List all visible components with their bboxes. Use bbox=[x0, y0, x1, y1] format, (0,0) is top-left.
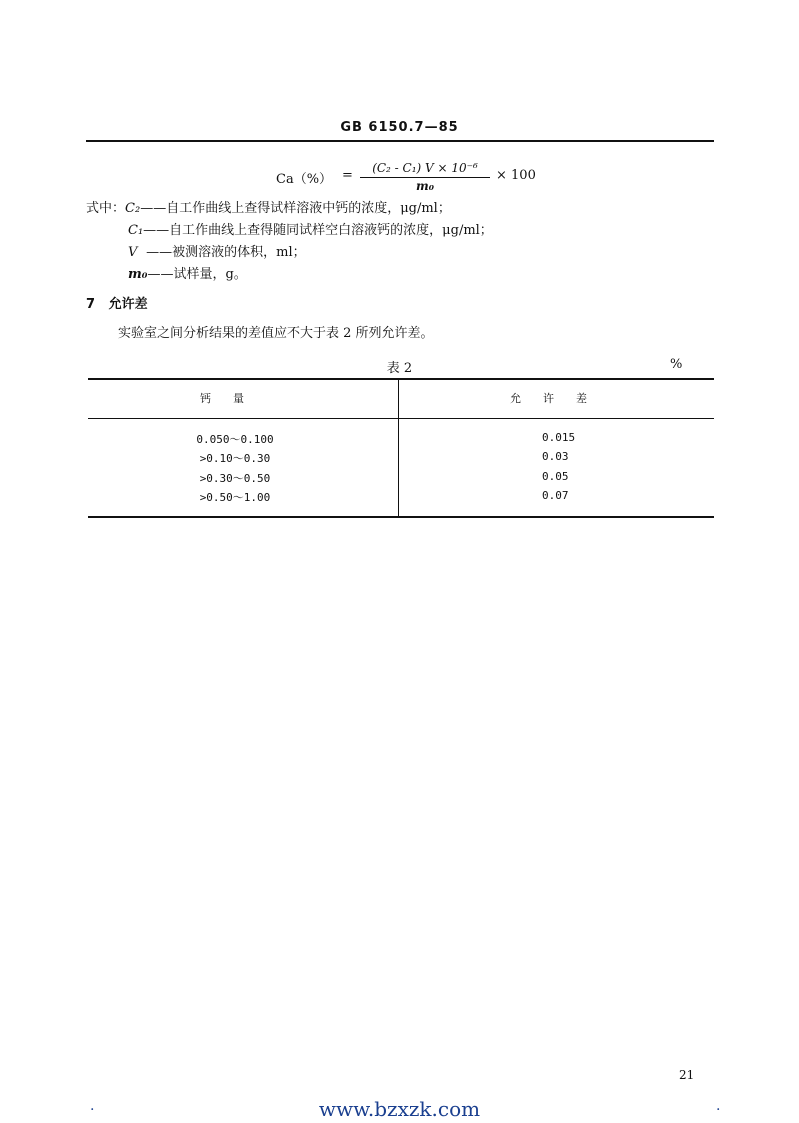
table-caption: 表 2 bbox=[386, 361, 413, 376]
definition-row bbox=[86, 264, 493, 286]
formula-denominator: m₀ bbox=[416, 179, 434, 193]
table-bottom-rule bbox=[88, 516, 714, 518]
definition-text: ——自工作曲线上查得试样溶液中钙的浓度，μg/ml； bbox=[140, 201, 451, 216]
table-unit: % bbox=[670, 357, 683, 372]
definition-symbol: C₁ bbox=[128, 223, 144, 238]
definition-text: ——自工作曲线上查得随同试样空白溶液钙的浓度，μg/ml； bbox=[143, 223, 493, 238]
table-cell-tolerance: 0.015 bbox=[542, 431, 576, 444]
definition-symbol: m₀ bbox=[128, 267, 148, 282]
formula-equals: = bbox=[342, 168, 353, 183]
table-header-tolerance: 允许差 bbox=[510, 392, 609, 405]
footer-dot: . bbox=[90, 1098, 95, 1114]
table-cell-tolerance: 0.03 bbox=[542, 450, 569, 463]
table-cell-tolerance: 0.07 bbox=[542, 489, 569, 502]
definition-symbol: V bbox=[128, 245, 138, 260]
table-cell-range: >0.50～1.00 bbox=[199, 491, 271, 504]
section-title: 允许差 bbox=[108, 297, 148, 312]
table-cell-range: >0.10～0.30 bbox=[199, 452, 271, 465]
footer-url[interactable]: www.bzxzk.com bbox=[318, 1097, 481, 1121]
variable-definitions bbox=[86, 198, 493, 286]
definition-text: ——被测溶液的体积，ml； bbox=[142, 245, 306, 260]
table-header-rule bbox=[88, 418, 714, 419]
definition-row bbox=[86, 220, 493, 242]
section-heading bbox=[86, 293, 148, 312]
page-number: 21 bbox=[679, 1068, 695, 1082]
section-text: 实验室之间分析结果的差值应不大于表 2 所列允许差。 bbox=[118, 326, 434, 341]
header-rule bbox=[86, 140, 714, 142]
table-header-calcium: 钙量 bbox=[200, 392, 266, 405]
definition-text: ——试样量，g。 bbox=[147, 267, 247, 282]
section-number: 7 bbox=[86, 297, 96, 312]
formula-numerator: (C₂ - C₁) V × 10⁻⁶ bbox=[372, 161, 478, 175]
footer-dot: . bbox=[716, 1098, 721, 1114]
definition-row bbox=[86, 242, 493, 264]
formula bbox=[276, 160, 576, 200]
table-column-divider bbox=[398, 378, 399, 516]
definition-intro: 式中： bbox=[86, 201, 126, 216]
fraction-bar bbox=[360, 177, 490, 178]
formula-fraction bbox=[360, 160, 490, 193]
definition-symbol: C₂ bbox=[125, 201, 141, 216]
table-cell-tolerance: 0.05 bbox=[542, 470, 569, 483]
formula-multiplier: × 100 bbox=[496, 168, 536, 183]
table-cell-range: 0.050～0.100 bbox=[196, 433, 274, 446]
document-code: GB 6150.7—85 bbox=[340, 120, 459, 135]
table-top-rule bbox=[88, 378, 714, 380]
formula-lhs: Ca（%） bbox=[276, 172, 333, 187]
definition-row bbox=[86, 198, 493, 220]
table-cell-range: >0.30～0.50 bbox=[199, 472, 271, 485]
